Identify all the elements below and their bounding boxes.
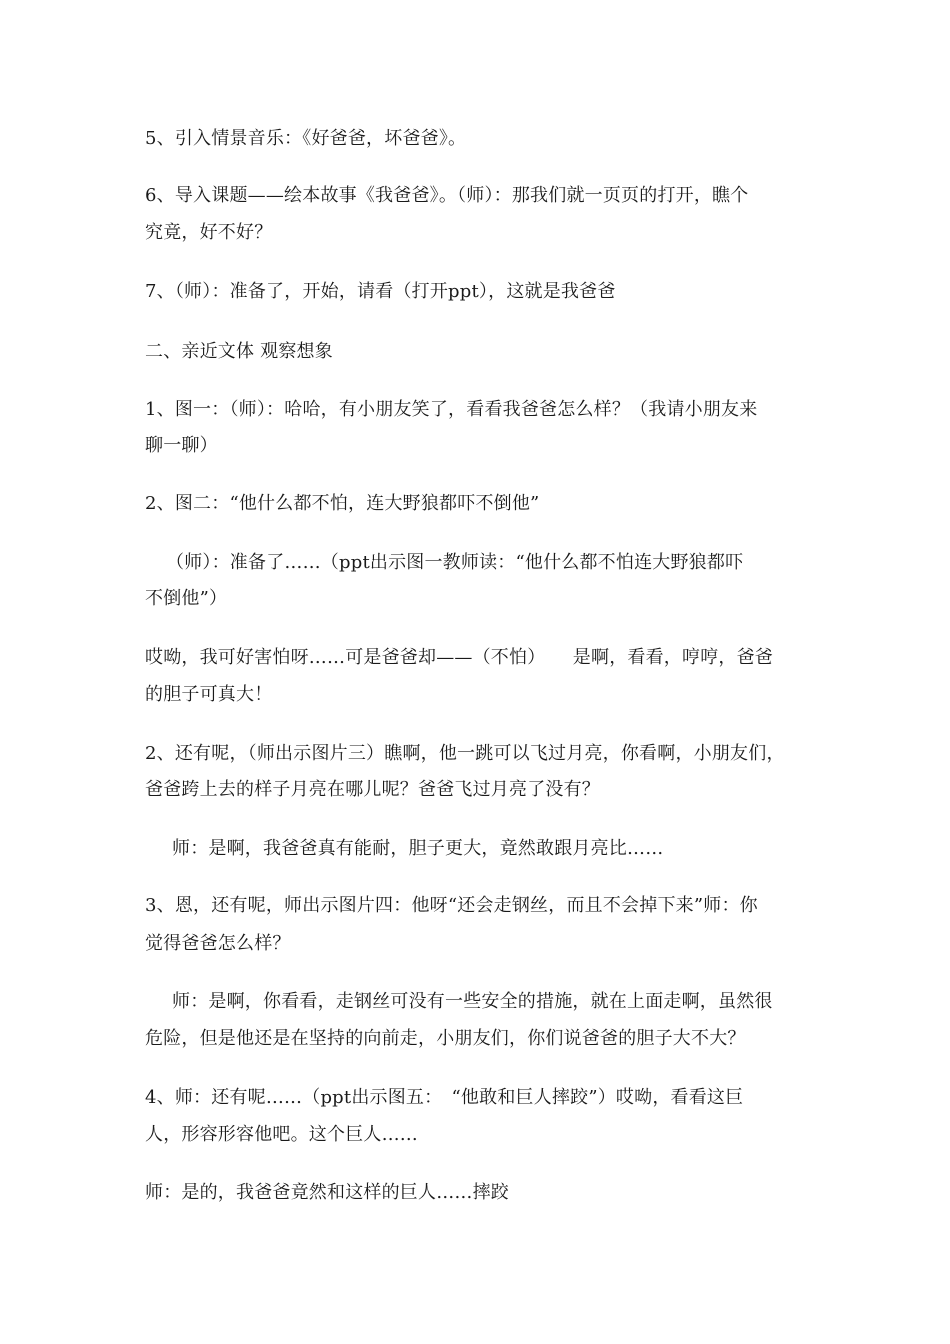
text-line: 2、图二：“他什么都不怕，连大野狼都吓不倒他” bbox=[145, 493, 540, 514]
text-line: 3、恩，还有呢，师出示图片四：他呀“还会走钢丝，而且不会掉下来”师：你 bbox=[145, 895, 758, 916]
text-line: 究竟，好不好？ bbox=[145, 222, 273, 243]
text-line: 不倒他”） bbox=[145, 588, 228, 609]
text-line: （师）：准备了……（ppt出示图一教师读：“他什么都不怕连大野狼都吓 bbox=[166, 552, 744, 573]
text-line: 哎呦，我可好害怕呀……可是爸爸却——（不怕） 是啊，看看，哼哼，爸爸 bbox=[145, 647, 773, 668]
text-line: 的胆子可真大！ bbox=[145, 684, 273, 705]
text-line: 4、师：还有呢……（ppt出示图五： “他敢和巨人摔跤”）哎呦，看看这巨 bbox=[145, 1087, 744, 1108]
text-line: 师：是啊，你看看，走钢丝可没有一些安全的措施，就在上面走啊，虽然很 bbox=[172, 991, 773, 1012]
text-line: 5、引入情景音乐：《好爸爸，坏爸爸》。 bbox=[145, 128, 467, 149]
text-line: 2、还有呢，（师出示图片三）瞧啊，他一跳可以飞过月亮，你看啊，小朋友们， bbox=[145, 743, 785, 764]
text-line: 师：是啊，我爸爸真有能耐，胆子更大，竟然敢跟月亮比…… bbox=[172, 838, 664, 859]
text-line: 1、图一：（师）：哈哈，有小朋友笑了，看看我爸爸怎么样？（我请小朋友来 bbox=[145, 399, 758, 420]
text-line: 人，形容形容他吧。这个巨人…… bbox=[145, 1124, 418, 1145]
text-line: 危险，但是他还是在坚持的向前走，小朋友们，你们说爸爸的胆子大不大？ bbox=[145, 1028, 746, 1049]
section-heading: 二、亲近文体 观察想象 bbox=[145, 341, 333, 362]
text-line: 爸爸跨上去的样子月亮在哪儿呢？爸爸飞过月亮了没有？ bbox=[145, 779, 600, 800]
text-line: 聊一聊） bbox=[145, 435, 218, 456]
text-line: 7、（师）：准备了，开始，请看（打开ppt），这就是我爸爸 bbox=[145, 281, 616, 302]
text-line: 师：是的，我爸爸竟然和这样的巨人……摔跤 bbox=[145, 1182, 509, 1203]
text-line: 觉得爸爸怎么样？ bbox=[145, 933, 291, 954]
text-line: 6、导入课题——绘本故事《我爸爸》。（师）：那我们就一页页的打开，瞧个 bbox=[145, 185, 749, 206]
